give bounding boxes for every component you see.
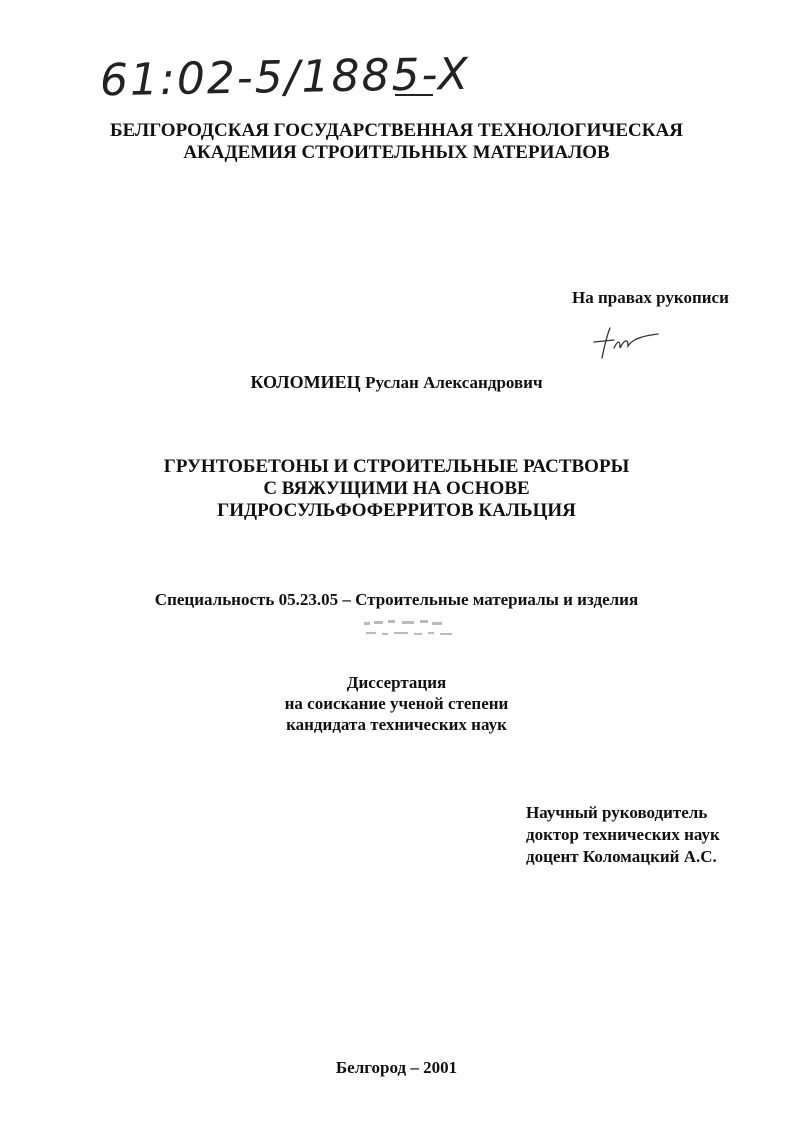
- title-line-2: С ВЯЖУЩИМИ НА ОСНОВЕ: [263, 478, 530, 499]
- specialty: Специальность 05.23.05 – Строительные материалы и изделия: [154, 590, 639, 609]
- supervisor-line-2: доктор технических наук: [526, 825, 720, 844]
- signature: [588, 318, 668, 362]
- institution-line-1: БЕЛГОРОДСКАЯ ГОСУДАРСТВЕННАЯ ТЕХНОЛОГИЧЕСКАЯ: [110, 120, 683, 141]
- dissertation-title: [0, 456, 793, 522]
- supervisor-line-3: доцент Коломацкий А.С.: [526, 847, 717, 866]
- title-line-3: ГИДРОСУЛЬФОФЕРРИТОВ КАЛЬЦИЯ: [217, 500, 576, 521]
- degree-line-1: Диссертация: [346, 673, 447, 692]
- institution-name: [0, 120, 793, 164]
- degree-line-3: кандидата технических наук: [286, 715, 507, 734]
- manuscript-note: На правах рукописи: [572, 288, 729, 307]
- author-given-names: Руслан Александрович: [365, 373, 543, 392]
- city-year: Белгород – 2001: [335, 1058, 458, 1077]
- degree-block: [0, 672, 793, 735]
- archive-code: 61:02-5/1885-X: [99, 48, 471, 107]
- author-name: [0, 372, 793, 393]
- title-line-1: ГРУНТОБЕТОНЫ И СТРОИТЕЛЬНЫЕ РАСТВОРЫ: [163, 456, 630, 477]
- supervisor-line-1: Научный руководитель: [526, 803, 708, 822]
- supervisor-block: [526, 802, 720, 868]
- archive-code-underline: [395, 92, 435, 98]
- institution-line-2: АКАДЕМИЯ СТРОИТЕЛЬНЫХ МАТЕРИАЛОВ: [183, 142, 610, 163]
- degree-line-2: на соискание ученой степени: [284, 694, 509, 713]
- author-surname: КОЛОМИЕЦ: [250, 372, 361, 392]
- stamp-smudge: [362, 618, 472, 644]
